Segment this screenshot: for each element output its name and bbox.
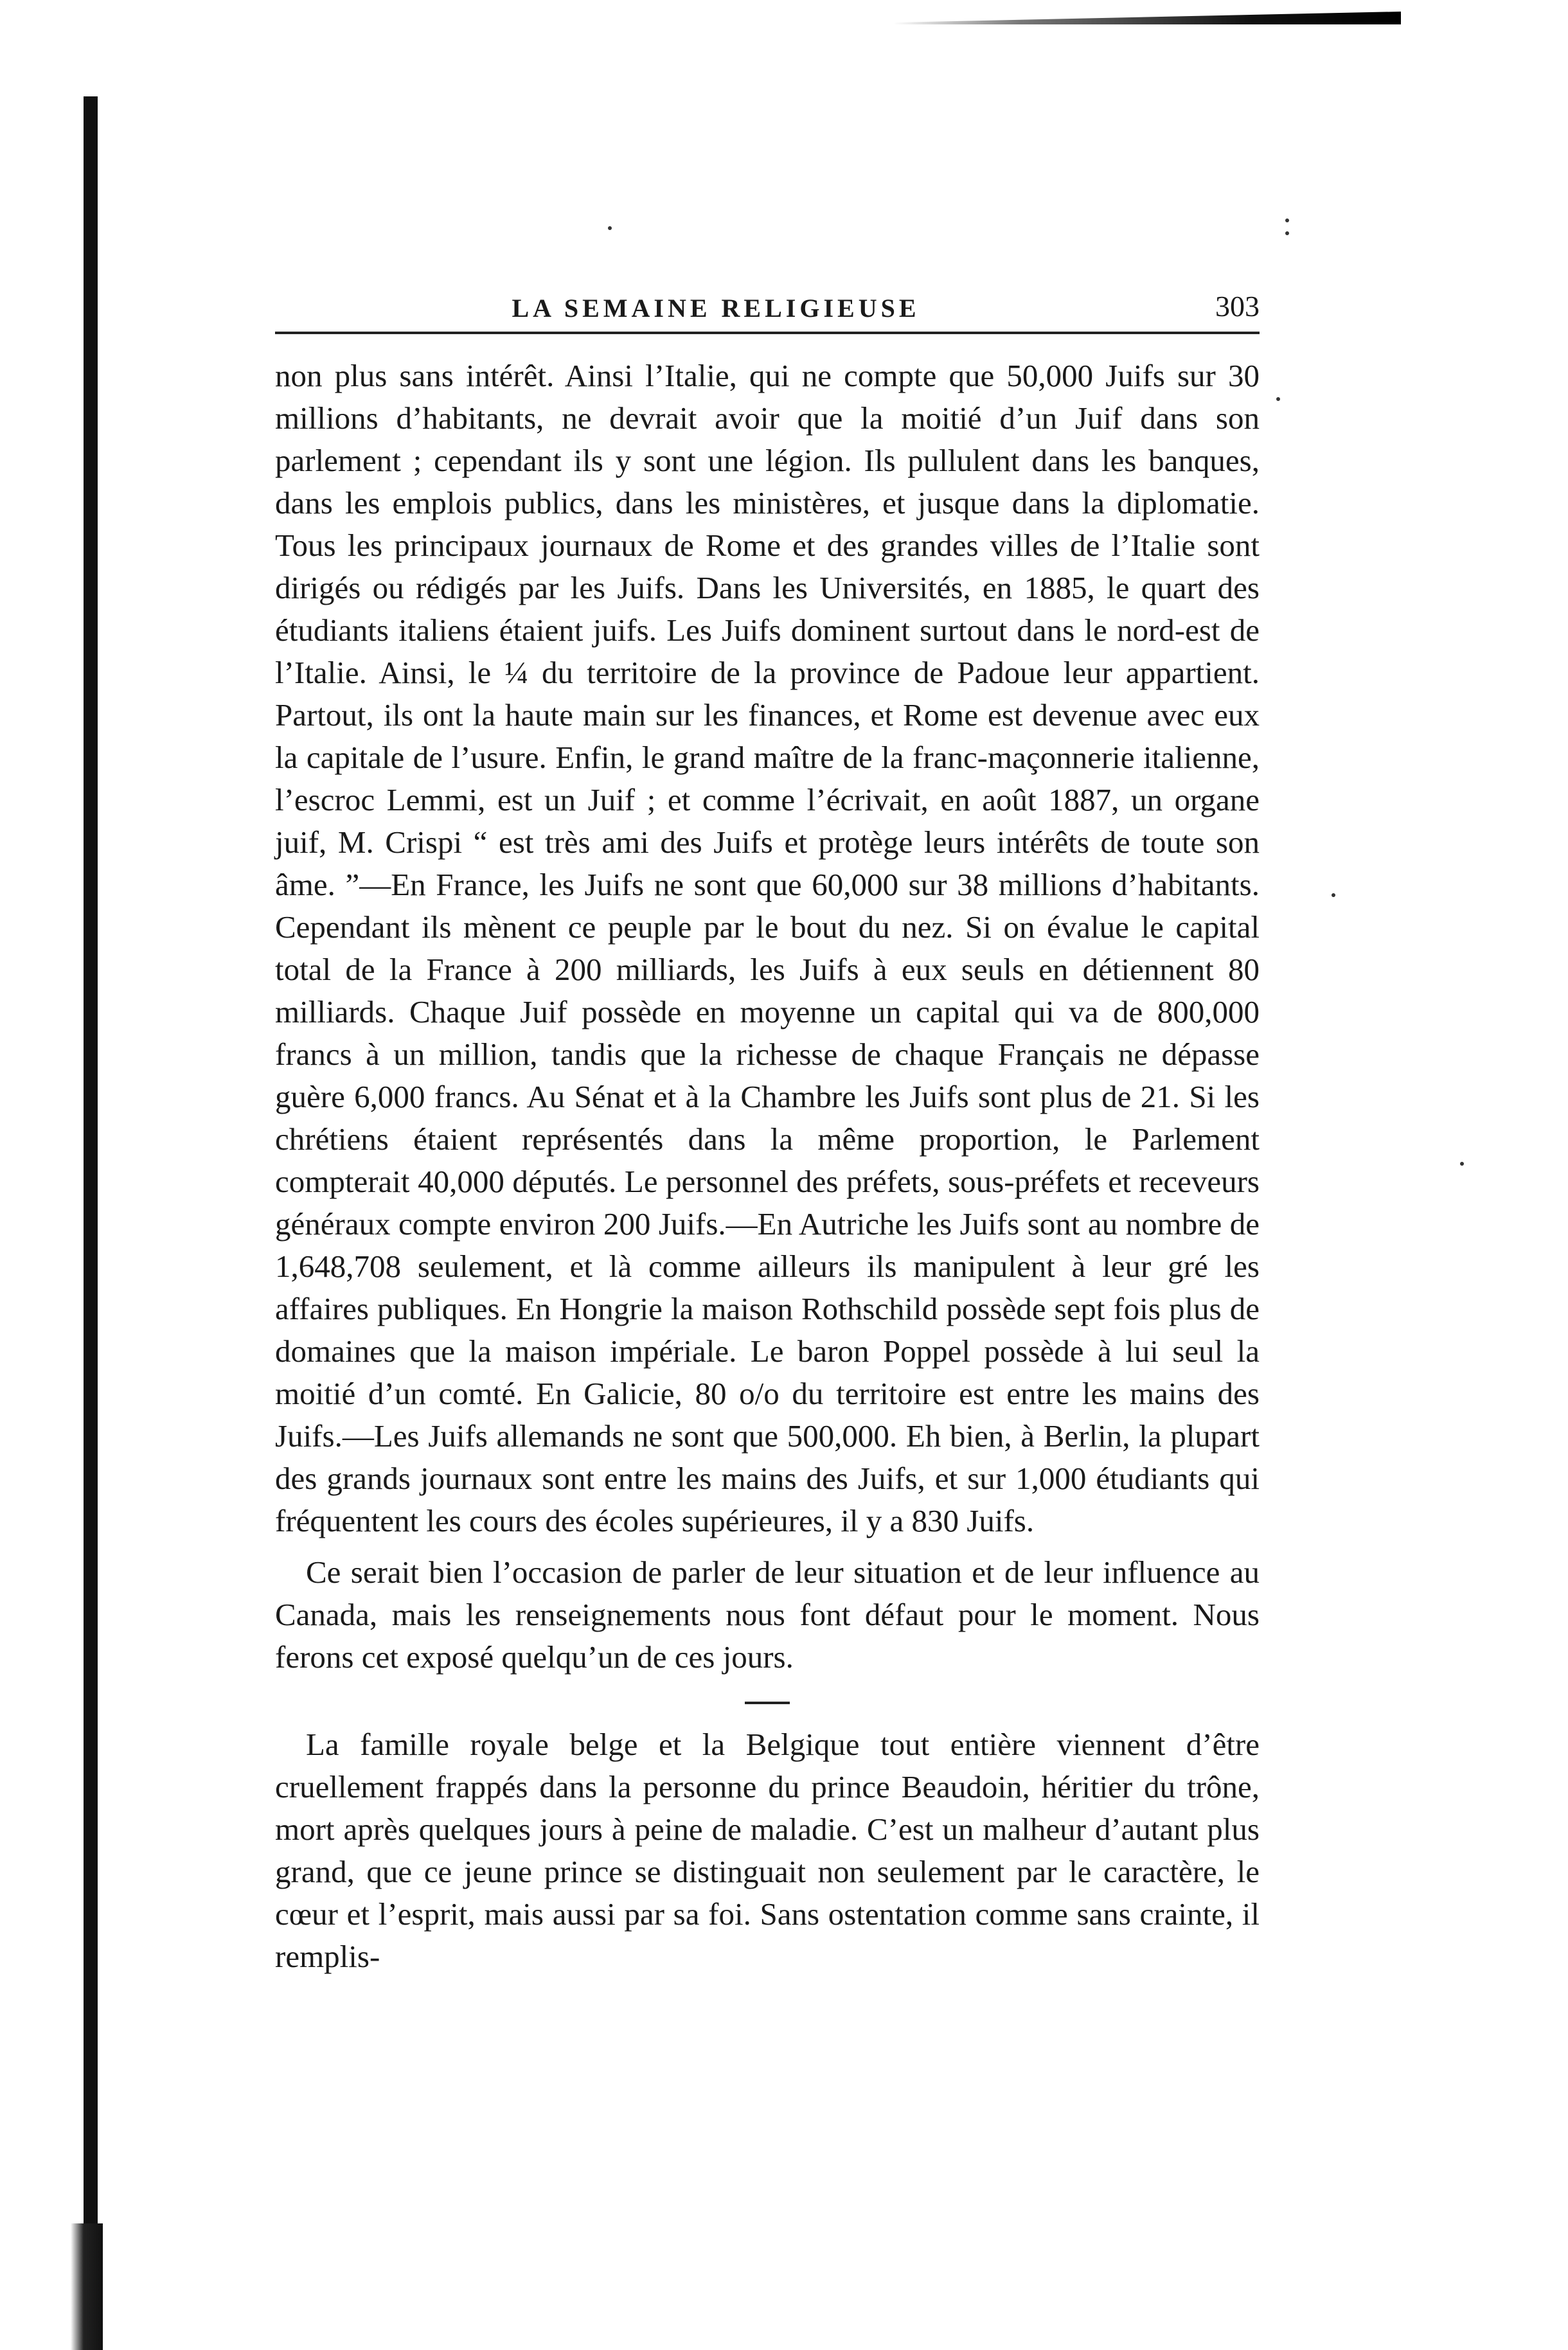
- document-page: [275, 280, 1260, 1978]
- page-header: [275, 280, 1260, 332]
- page-body: [275, 355, 1260, 1978]
- scan-speck: [608, 226, 612, 230]
- paragraph: La famille royale belge et la Belgique tout entière viennent d’être cruellement frappés dans la personne du prince Beaudoin, héritier du trône, mort après quelques jours à peine de maladie. C’est un malheur d’autant plus grand, que ce jeune prince se distinguait non seulement par le caractère, le cœur et l’esprit, mais aussi par sa foi. Sans ostentation comme sans crainte, il remplis-: [275, 1727, 1260, 1974]
- scan-speck: [1285, 231, 1289, 235]
- page-binding-edge: [84, 96, 98, 2350]
- scan-edge-streak: [893, 12, 1401, 24]
- paragraph: non plus sans intérêt. Ainsi l’Italie, qui ne compte que 50,000 Juifs sur 30 millions d’habitants, ne devrait avoir que la moitié d’un Juif dans son parlement ; cependant ils y sont une légion. Ils pullulent dans les banques, dans les emplois publics, dans les ministères, et jusque dans la diplomatie. Tous les principaux journaux de Rome et des grandes villes de l’Italie sont dirigés ou rédigés par les Juifs. Dans les Universités, en 1885, le quart des étudiants italiens étaient juifs. Les Juifs dominent surtout dans le nord-est de l’Italie. Ainsi, le ¼ du territoire de la province de Padoue leur appartient. Partout, ils ont la haute main sur les finances, et Rome est devenue avec eux la capitale de l’usure. Enfin, le grand maître de la franc-maçonnerie italienne, l’escroc Lemmi, est un Juif ; et comme l’écrivait, en août 1887, un organe juif, M. Crispi “ est très ami des Juifs et protège leurs intérêts de toute son âme. ”—En France, les Juifs ne sont que 60,000 sur 38 millions d’habitants. Cependant ils mènent ce peuple par le bout du nez. Si on évalue le capital total de la France à 200 milliards, les Juifs à eux seuls en détiennent 80 milliards. Chaque Juif possède en moyenne un capital qui va de 800,000 francs à un million, tandis que la richesse de chaque Français ne dépasse guère 6,000 francs. Au Sénat et à la Chambre les Juifs sont plus de 21. Si les chrétiens étaient représentés dans la même proportion, le Parlement compterait 40,000 députés. Le personnel des préfets, sous-préfets et receveurs généraux compte environ 200 Juifs.—En Autriche les Juifs sont au nombre de 1,648,708 seulement, et là comme ailleurs ils manipulent à leur gré les affaires publiques. En Hongrie la maison Rothschild possède sept fois plus de domaines que la maison impériale. Le baron Poppel possède à lui seul la moitié d’un comté. En Galicie, 80 o/o du territoire est entre les mains des Juifs.—Les Juifs allemands ne sont que 500,000. Eh bien, à Berlin, la plupart des grands journaux sont entre les mains des Juifs, et sur 1,000 étudiants qui fréquentent les cours des écoles supérieures, il y a 830 Juifs.: [275, 358, 1260, 1538]
- scan-speck: [1332, 893, 1335, 897]
- paragraph: Ce serait bien l’occasion de parler de leur situation et de leur influence au Canada, mais les renseignements nous font défaut pour le moment. Nous ferons cet exposé quelqu’un de ces jours.: [275, 1554, 1260, 1675]
- scan-speck: [1276, 397, 1280, 401]
- page-binding-shadow: [71, 2223, 103, 2350]
- running-head: LA SEMAINE RELIGIEUSE: [512, 294, 920, 323]
- page-number: 303: [1215, 290, 1260, 323]
- section-divider: [745, 1702, 790, 1704]
- header-rule: [275, 332, 1260, 334]
- scan-speck: [1285, 218, 1289, 222]
- scan-speck: [1460, 1162, 1464, 1166]
